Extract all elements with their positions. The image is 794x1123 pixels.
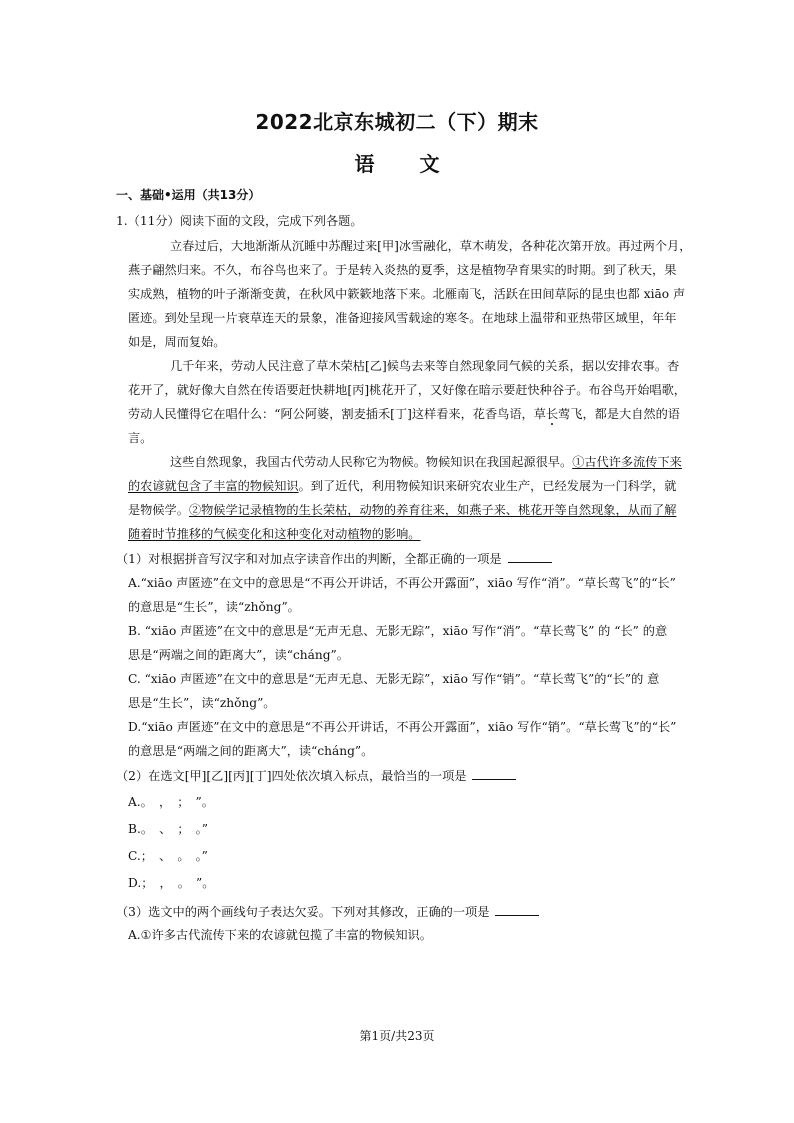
page-number: 第1页/共23页: [359, 1029, 435, 1043]
sub2-stem-text: （2）在选文[甲][乙][丙][丁]四处依次填入标点，最恰当的一项是: [116, 769, 467, 783]
sub1-option-a-1: A.“xiāo 声匿迹”在文中的意思是“不再公开讲话，不再公开露面”，xiāo 写作“消”。“草长莺飞”的“长”: [128, 576, 676, 590]
underlined-sentence-1a: ①古代许多流传下来: [572, 455, 682, 469]
p1-line-1: 立春过后，大地渐渐从沉睡中苏醒过来[甲]冰雪融化，草木萌发，各种花次第开放。再过两个月，: [170, 239, 692, 253]
p1-line-2: 燕子翩然归来。不久，布谷鸟也来了。于是转入炎热的夏季，这是植物孕育果实的时期。到了秋天，果: [128, 263, 677, 277]
p3-line-4: [128, 525, 421, 543]
sub3-stem: [116, 903, 539, 921]
subject-title: 语 文: [354, 152, 440, 176]
underlined-sentence-2b: 随着时节推移的气候变化和这种变化对动植物的影响。: [128, 527, 421, 541]
p2-line-2: 花开了，就好像大自然在传语要赶快耕地[丙]桃花开了，又好像在暗示要赶快种谷子。布谷鸟开始唱歌，: [128, 383, 686, 397]
question-1-stem: 1.（11分）阅读下面的文段，完成下列各题。: [116, 214, 363, 228]
p3-line-2: [128, 477, 676, 495]
p3-line-3-text: 是物候学。: [128, 503, 189, 517]
sub3-stem-text: （3）选文中的两个画线句子表达欠妥。下列对其修改，正确的一项是: [116, 905, 490, 919]
underlined-sentence-1b: 的农谚就包含了丰富的物候知识: [128, 479, 299, 493]
sub1-option-d-1: D.“xiāo 声匿迹”在文中的意思是“不再公开讲话，不再公开露面”，xiāo 写作“销”。“草长莺飞”的“长”: [128, 720, 677, 734]
p1-line-5: 如是，周而复始。: [128, 335, 226, 349]
sub1-stem-text: （1）对根据拼音写汉字和对加点字读音作出的判断，全都正确的一项是: [116, 552, 502, 566]
sub2-option-b: B.。 、 ； 。”: [128, 822, 208, 836]
p3-line-1-text: 这些自然现象，我国古代劳动人民称它为物候。物候知识在我国起源很早。: [170, 455, 573, 469]
sub1-option-b-1: B. “xiāo 声匿迹”在文中的意思是“无声无息、无影无踪”，xiāo 写作“消”。“草长莺飞” 的 “长” 的意: [128, 624, 668, 638]
p2-line-3-text: 劳动人民懂得它在唱什么：“阿公阿婆，割麦插禾[丁]这样看来，花香鸟语，草: [128, 407, 546, 421]
p2-line-1: 几千年来，劳动人民注意了草木荣枯[乙]候鸟去来等自然现象同气候的关系，据以安排农事。杏: [170, 359, 680, 373]
sub1-option-a-2: 的意思是“生长”，读“zhǒng”。: [128, 600, 300, 614]
sub2-stem: [116, 767, 516, 785]
p1-line-3: 实成熟，植物的叶子渐渐变黄，在秋风中簌簌地落下来。北雁南飞，活跃在田间草际的昆虫也都 xiāo 声: [128, 287, 686, 301]
p2-line-3-tail: 莺飞，都是大自然的语: [558, 407, 680, 421]
answer-blank-1[interactable]: [508, 550, 552, 563]
answer-blank-3[interactable]: [495, 903, 539, 916]
answer-blank-2[interactable]: [472, 767, 516, 780]
section-heading: 一、基础•运用（共13分）: [116, 188, 261, 202]
sub1-stem: [116, 550, 552, 568]
sub1-option-d-2: 的意思是“两端之间的距离大”，读“cháng”。: [128, 744, 374, 758]
sub3-option-a: A.①许多古代流传下来的农谚就包揽了丰富的物候知识。: [128, 928, 432, 942]
page-title: 2022北京东城初二（下）期末: [255, 110, 539, 134]
p1-line-4: 匿迹。到处呈现一片衰草连天的景象，准备迎接风雪载途的寒冬。在地球上温带和亚热带区域里，年年: [128, 311, 677, 325]
sub1-option-c-1: C. “xiāo 声匿迹”在文中的意思是“无声无息、无影无踪”，xiāo 写作“销”。“草长莺飞”的“长”的 意: [128, 672, 660, 686]
sub2-option-a: A.。 ， ； ”。: [128, 795, 214, 809]
sub2-option-d: D.； ， 。 ”。: [128, 876, 215, 890]
dotted-char: 长: [545, 407, 559, 421]
underlined-sentence-2a: ②物候学记录植物的生长荣枯，动物的养育往来，如燕子来、桃花开等自然现象，从而了解: [188, 503, 677, 517]
p3-line-3: [128, 501, 676, 519]
sub2-option-c: C.； 、 。 。”: [128, 849, 208, 863]
sub1-option-c-2: 思是“生长”，读“zhǒng”。: [128, 696, 276, 710]
p2-line-3: [128, 405, 680, 423]
p3-line-1: [170, 453, 682, 471]
p3-line-2-text: 。到了近代，利用物候知识来研究农业生产，已经发展为一门科学，就: [298, 479, 677, 493]
sub1-option-b-2: 思是“两端之间的距离大”，读“cháng”。: [128, 648, 349, 662]
p2-line-4: 言。: [128, 431, 153, 445]
